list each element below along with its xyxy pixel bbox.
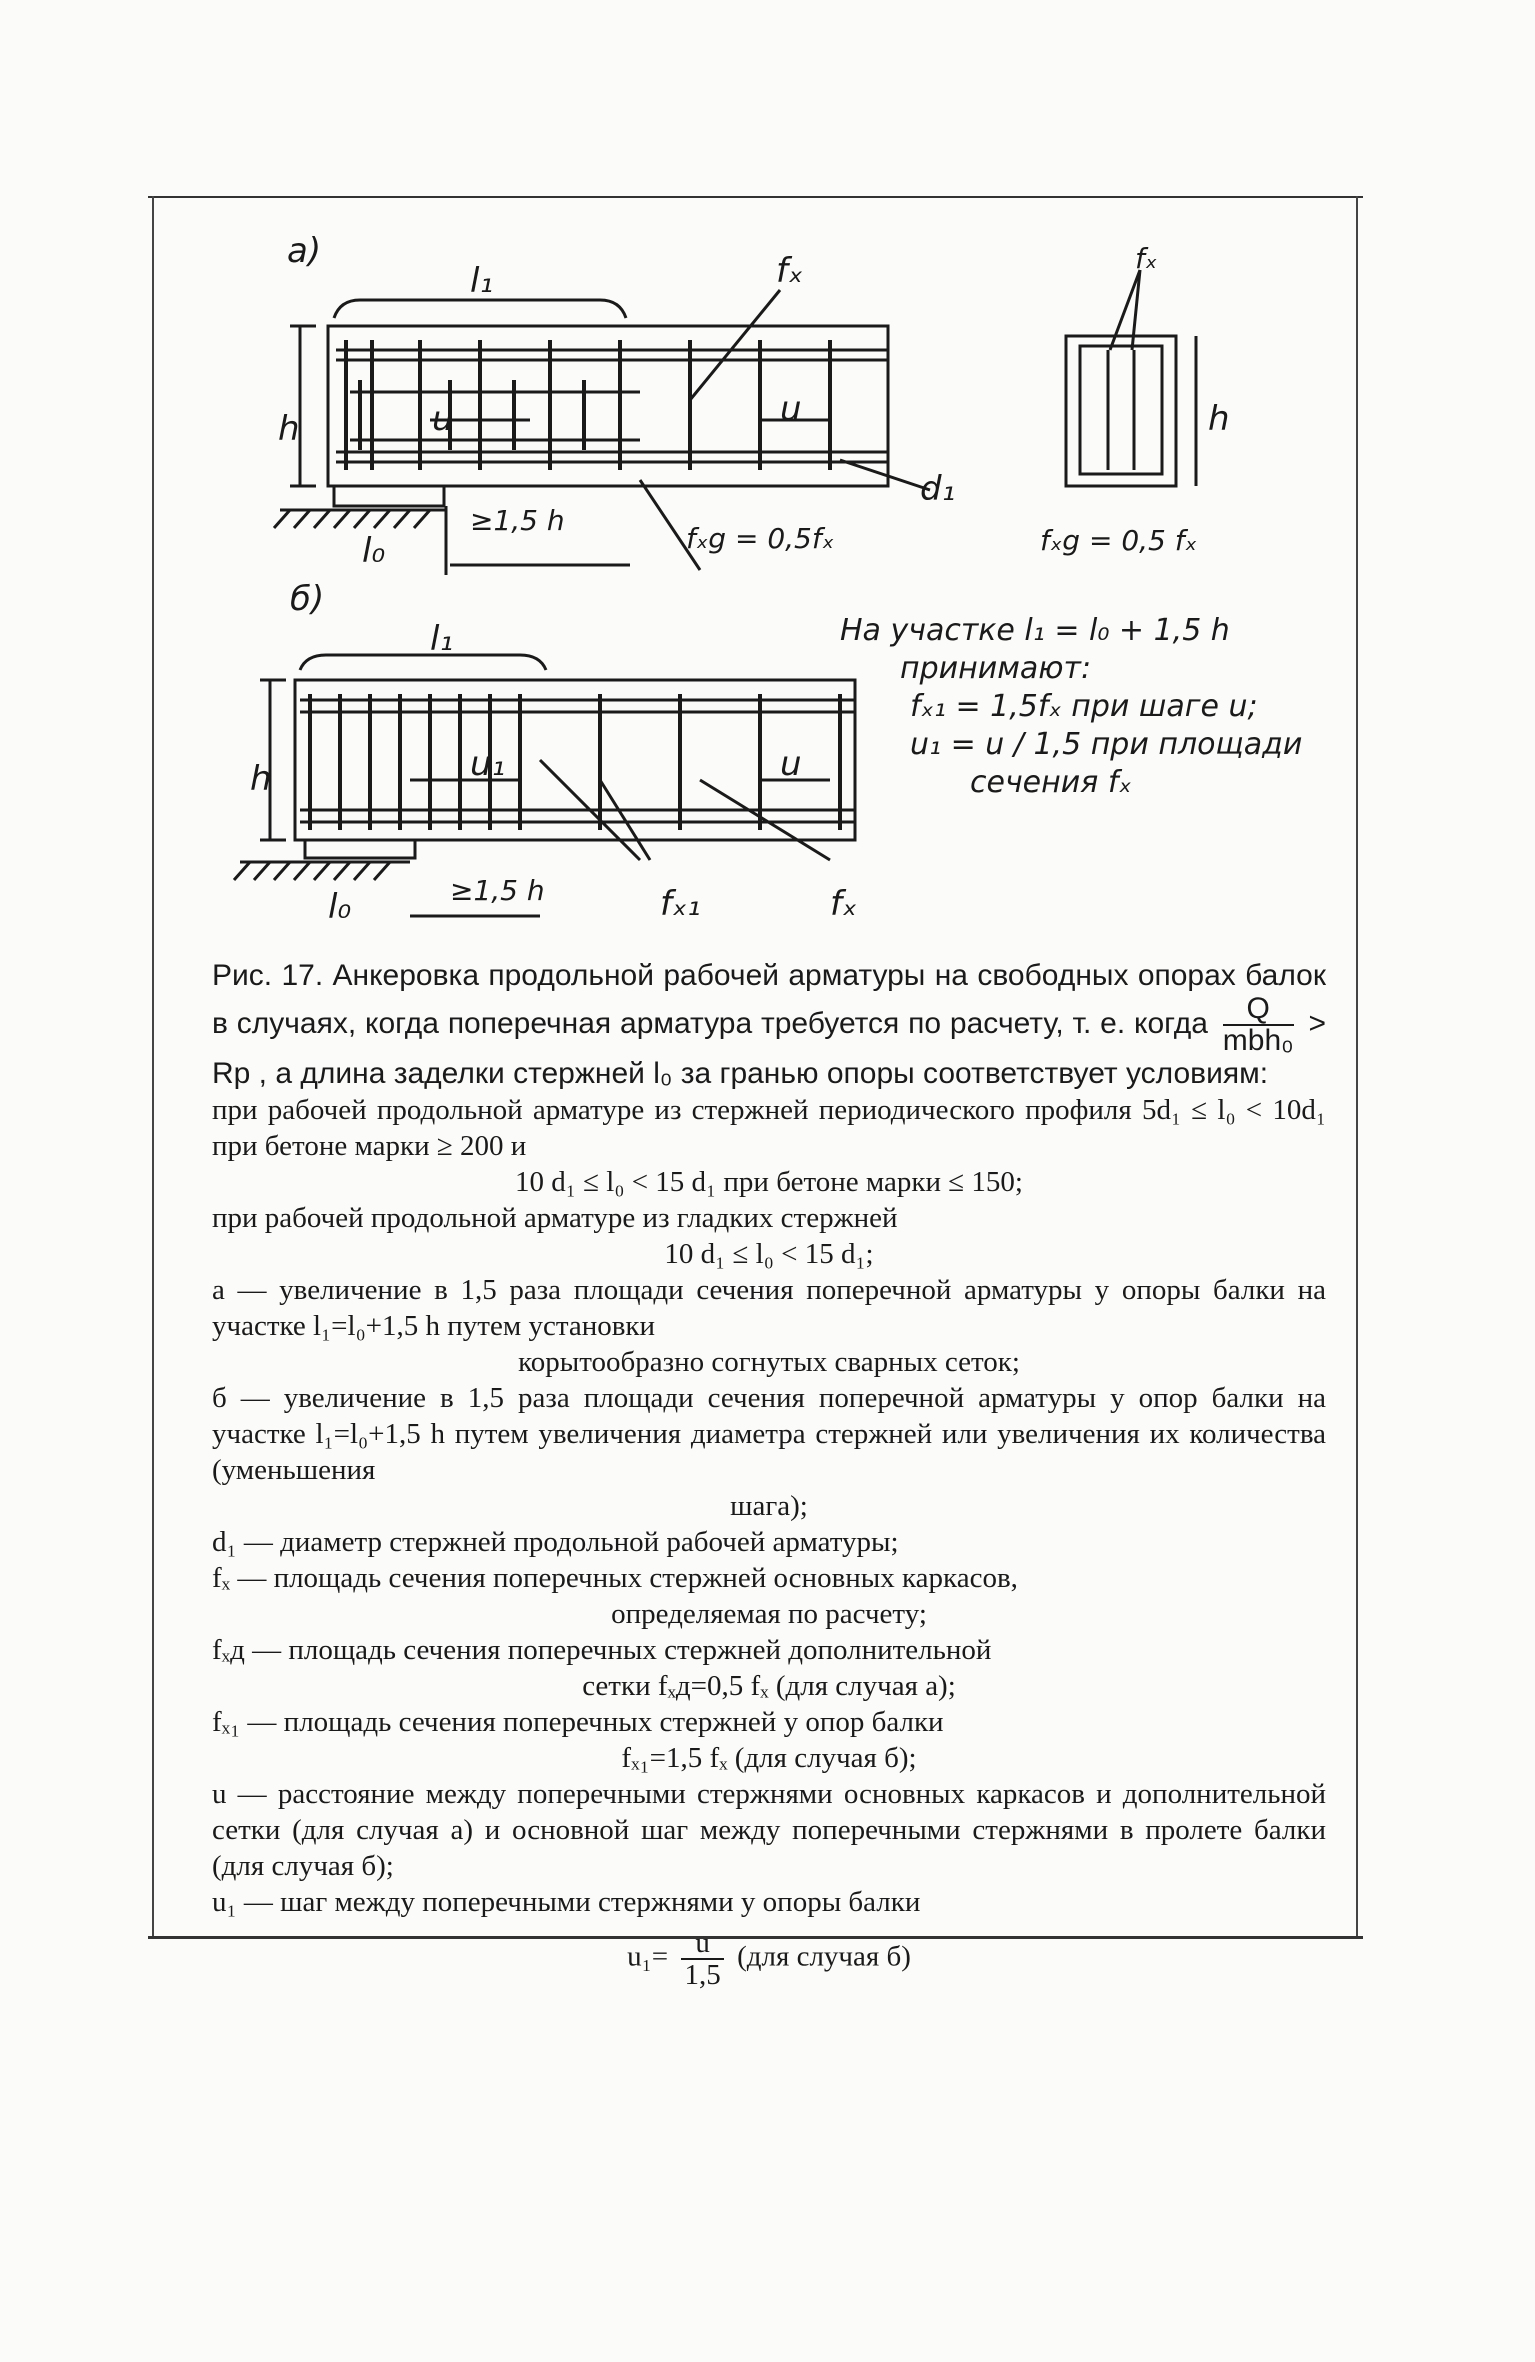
label-b-u1: u₁ [470, 744, 506, 784]
beam-b-outline [295, 680, 855, 840]
q-fraction [1223, 994, 1294, 1056]
caption-line-10: fₓ — площадь сечения поперечных стержней основных каркасов, [212, 1562, 1018, 1594]
panel-a-label: а) [287, 231, 322, 271]
caption-formula [212, 1928, 1326, 1990]
caption-line-12: fₓд — площадь сечения поперечных стержней дополнительной [212, 1634, 992, 1666]
section-outline [1066, 336, 1176, 486]
caption-after-q: > Rр , а длина заделки стержней l₀ за гранью опоры соответствует условиям: [212, 1006, 1326, 1090]
label-section-fxg: fₓg = 0,5 fₓ [1040, 524, 1198, 557]
label-a-fx: fₓ [776, 251, 804, 291]
label-a-fxg: fₓg = 0,5fₓ [686, 522, 835, 555]
caption-line-11: определяемая по расчету; [611, 1598, 927, 1630]
figure-drawing [0, 0, 1535, 960]
figure-caption [212, 958, 1326, 1990]
formula-lhs: u₁= [627, 1940, 669, 1973]
caption-line-5: а — увеличение в 1,5 раза площади сечения поперечной арматуры у опоры балки на участке l₁=l₀+1,5 h путем установки [212, 1274, 1326, 1342]
label-a-u-right: u [780, 389, 802, 429]
caption-line-6: корытообразно согнутых сварных сеток; [518, 1346, 1020, 1378]
note-line-2: принимают: [900, 651, 1092, 686]
label-a-ge: ≥1,5 h [470, 504, 565, 537]
label-b-fx1: fₓ₁ [660, 884, 701, 924]
support-a [334, 486, 444, 506]
figure-note [840, 612, 1320, 802]
panel-b-label: б) [290, 579, 325, 619]
caption-title-text: Рис. 17. Анкеровка продольной рабочей арматуры на свободных опорах балок в случаях, когда поперечная арматура требуется по расчету, т. е. когда [212, 959, 1326, 1040]
caption-title [212, 958, 1326, 1092]
label-b-l0: l₀ [328, 887, 352, 927]
label-a-l0: l₀ [362, 531, 386, 571]
label-b-l1: l₁ [430, 619, 454, 659]
label-b-u: u [780, 744, 802, 784]
label-b-fx: fₓ [830, 884, 858, 924]
note-line-4: u₁ = u / 1,5 при площади [910, 727, 1303, 762]
caption-line-16: u — расстояние между поперечными стержнями основных каркасов и дополнительной сетки (для случая а) и основной шаг между поперечными стержнями в пролете балки (для случая б); [212, 1778, 1326, 1882]
q-denominator: mbh₀ [1222, 1024, 1294, 1057]
formula-denominator: 1,5 [684, 1959, 721, 1991]
label-section-h: h [1208, 399, 1230, 439]
label-a-d1: d₁ [920, 469, 956, 509]
label-a-u-left: u [432, 399, 454, 439]
label-a-h: h [278, 409, 300, 449]
note-line-1: На участке l₁ = l₀ + 1,5 h [840, 613, 1230, 648]
caption-line-14: fₓ₁ — площадь сечения поперечных стержней у опор балки [212, 1706, 944, 1738]
caption-line-13: сетки fₓд=0,5 fₓ (для случая а); [582, 1670, 956, 1702]
caption-line-8: шага); [730, 1490, 808, 1522]
label-section-fx: fₓ [1135, 242, 1158, 275]
caption-line-17: u₁ — шаг между поперечными стержнями у опоры балки [212, 1886, 921, 1918]
caption-line-7: б — увеличение в 1,5 раза площади сечения поперечной арматуры у опор балки на участке l₁=l₀+1,5 h путем увеличения диаметра стержней или увеличения их количества (уменьшения [212, 1382, 1326, 1486]
caption-line-9: d₁ — диаметр стержней продольной рабочей арматуры; [212, 1526, 899, 1558]
note-line-3: fₓ₁ = 1,5fₓ при шаге u; [910, 689, 1258, 724]
formula-numerator: u [681, 1928, 724, 1960]
formula-fraction [681, 1928, 724, 1990]
label-a-l1: l₁ [470, 261, 494, 301]
label-b-h: h [250, 759, 272, 799]
caption-line-2: 10 d₁ ≤ l₀ < 15 d₁ при бетоне марки ≤ 150; [515, 1166, 1023, 1198]
caption-line-4: 10 d₁ ≤ l₀ < 15 d₁; [664, 1238, 874, 1270]
caption-line-1: при рабочей продольной арматуре из стержней периодического профиля 5d₁ ≤ l₀ < 10d₁ при бетоне марки ≥ 200 и [212, 1094, 1326, 1162]
label-b-ge: ≥1,5 h [450, 874, 545, 907]
caption-line-15: fₓ₁=1,5 fₓ (для случая б); [621, 1742, 917, 1774]
caption-line-3: при рабочей продольной арматуре из гладких стержней [212, 1202, 898, 1234]
formula-rhs: (для случая б) [737, 1940, 911, 1973]
note-line-5: сечения fₓ [970, 765, 1132, 800]
q-numerator: Q [1223, 994, 1294, 1026]
